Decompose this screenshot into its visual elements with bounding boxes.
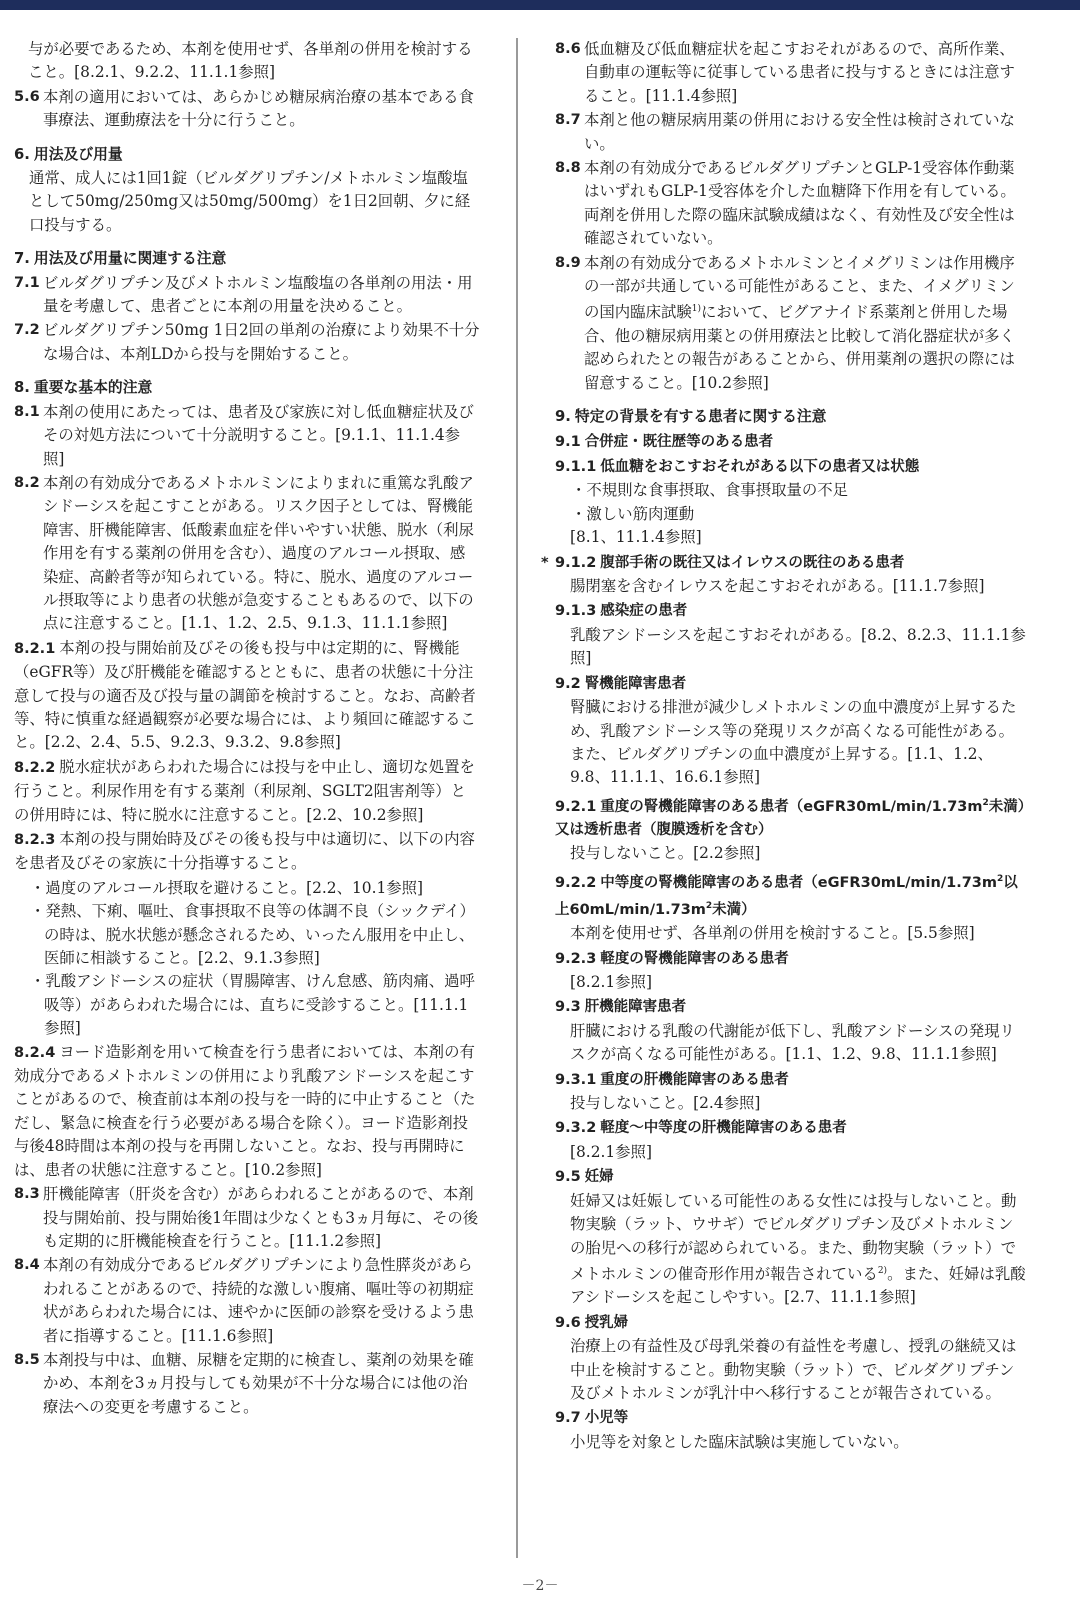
list-item: ・過度のアルコール摂取を避けること。[2.2、10.1参照] (30, 878, 424, 897)
sub-9-3-2: 9.3.2 軽度～中等度の肝機能障害のある患者 (555, 1120, 847, 1137)
list-item: ・発熱、下痢、嘔吐、食事摂取不良等の体調不良（シックデイ）の時は、脱水状態が懸念されるため、いったん服用を中止し、医師に相談すること。[2.2、9.1.3参照] (30, 902, 475, 968)
left-column (14, 38, 480, 1420)
continued-text: 与が必要であるため、本剤を使用せず、各単剤の併用を検討すること。[8.2.1、9.2.2、11.1.1参照] (28, 40, 473, 82)
section-6-heading: 6. 用法及び用量 (14, 145, 123, 163)
section-9-heading: 9. 特定の背景を有する患者に関する注意 (555, 408, 827, 426)
body-9-6: 治療上の有益性及び母乳栄養の有益性を考慮し、授乳の継続又は中止を検討すること。動物実験（ラット）で、ビルダグリプチン及びメトホルミンが乳汁中へ移行することが報告されている。 (570, 1337, 1017, 1403)
item-8-2-4: 8.2.4 ヨード造影剤を用いて検査を行う患者においては、本剤の有効成分であるメトホルミンの併用により乳酸アシドーシスを起こすことがあるので、検査前は本剤の投与を一時的に中止すること（ただし、緊急に検査を行う必要がある場合を除く）。ヨード造影剤投与後48時間は本剤の投与を再開しないこと。なお、投与再開時には、患者の状態に注意すること。[10.2参照] (14, 1042, 476, 1179)
body-9-3-2: [8.2.1参照] (570, 1142, 652, 1161)
item-7-2: 7.2 ビルダグリプチン50mg 1日2回の単剤の治療により効果不十分な場合は、本剤LDから投与を開始すること。 (14, 321, 480, 363)
body-9-7: 小児等を対象とした臨床試験は実施していない。 (570, 1432, 909, 1451)
right-column (541, 38, 1027, 1454)
list-item: ・不規則な食事摂取、食事摂取量の不足 (571, 481, 849, 500)
body-9-2-3: [8.2.1参照] (570, 973, 652, 992)
item-5-6: 5.6 本剤の適用においては、あらかじめ糖尿病治療の基本である食事療法、運動療法を十分に行うこと。 (14, 87, 474, 130)
list-item: ・乳酸アシドーシスの症状（胃腸障害、けん怠感、筋肉痛、過呼吸等）があらわれた場合には、直ちに受診すること。[11.1.1参照] (30, 972, 475, 1038)
item-8-2-3: 8.2.3 本剤の投与開始時及びその後も投与中は適切に、以下の内容を患者及びその家族に十分指導すること。 (14, 830, 475, 873)
sub-9-2-3: 9.2.3 軽度の腎機能障害のある患者 (555, 950, 789, 967)
item-8-2: 8.2 本剤の有効成分であるメトホルミンによりまれに重篤な乳酸アシドーシスを起こすことがある。リスク因子としては、腎機能障害、肝機能障害、低酸素血症を伴いやすい状態、脱水（利尿作用を有する薬剤の併用を含む）、過度のアルコール摂取、感染症、高齢者等が知られている。特に、脱水、過度のアルコール摂取等により患者の状態が急変することもあるので、以下の点に注意すること。[1.1、1.2、2.5、9.1.3、11.1.1参照] (14, 473, 474, 633)
sub-9-5: 9.5 妊婦 (555, 1169, 614, 1186)
body-9-3: 肝臓における乳酸の代謝能が低下し、乳酸アシドーシスの発現リスクが高くなる可能性がある。[1.1、1.2、9.8、11.1.1参照] (570, 1021, 1015, 1064)
column-divider (516, 38, 518, 1558)
item-8-3: 8.3 肝機能障害（肝炎を含む）があらわれることがあるので、本剤投与開始前、投与開始後1年間は少なくとも3ヵ月毎に、その後も定期的に肝機能検査を行うこと。[11.1.2参照] (14, 1185, 479, 1250)
revision-mark: * (541, 554, 549, 571)
section-7-heading: 7. 用法及び用量に関連する注意 (14, 250, 227, 268)
list-item: ・激しい筋肉運動 (571, 504, 695, 523)
body-9-2: 腎臓における排泄が減少しメトホルミンの血中濃度が上昇するため、乳酸アシドーシス等の発現リスクが高くなる可能性がある。また、ビルダグリプチンの血中濃度が上昇する。[1.1、1.2、9.8、11.1.1、16.6.1参照] (570, 698, 1017, 787)
sub-9-2: 9.2 腎機能障害患者 (555, 675, 687, 692)
item-8-7: 8.7 本剤と他の糖尿病用薬の併用における安全性は検討されていない。 (555, 111, 1015, 153)
sub-9-6: 9.6 授乳婦 (555, 1314, 629, 1331)
body-9-1-2: 腸閉塞を含むイレウスを起こすおそれがある。[11.1.7参照] (570, 577, 985, 596)
sub-9-1-2: * 9.1.2 腹部手術の既往又はイレウスの既往のある患者 (555, 552, 1027, 575)
body-9-1-3: 乳酸アシドーシスを起こすおそれがある。[8.2、8.2.3、11.1.1参照] (570, 625, 1026, 668)
body-9-2-2: 本剤を使用せず、各単剤の併用を検討すること。[5.5参照] (570, 924, 975, 943)
sub-9-1-3: 9.1.3 感染症の患者 (555, 603, 688, 620)
body-9-5: 妊婦又は妊娠している可能性のある女性には投与しないこと。動物実験（ラット、ウサギ）でビルダグリプチン及びメトホルミンの胎児への移行が認められている。また、動物実験（ラット）でメトホルミンの催奇形作用が報告されている$^{2)}$。また、妊婦は乳酸アシドーシスを起こしやすい。[2.7、11.1.1参照] (570, 1191, 1026, 1307)
sub-9-2-1: 9.2.1 重度の腎機能障害のある患者（$eGFR30mL/\min/1.73m^2$未満）又は透析患者（腹膜透析を含む） (555, 797, 1026, 838)
footnote-ref: 2) (877, 1265, 888, 1276)
sub-9-3-1: 9.3.1 重度の肝機能障害のある患者 (555, 1071, 789, 1088)
item-8-6: 8.6 低血糖及び低血糖症状を起こすおそれがあるので、高所作業、自動車の運転等に従事している患者に投与するときには注意すること。[11.1.4参照] (555, 40, 1015, 105)
sub-9-2-2: 9.2.2 中等度の腎機能障害のある患者（$eGFR30mL/\min/1.73m^2$以上$60mL/\min/1.73m^2$未満） (555, 873, 1018, 918)
ref-9-1-1: [8.1、11.1.4参照] (570, 528, 702, 547)
item-8-8: 8.8 本剤の有効成分であるビルダグリプチンとGLP-1受容体作動薬はいずれもGLP-1受容体を介した血糖降下作用を有している。両剤を併用した際の臨床試験成績はなく、有効性及び安全性は確認されていない。 (555, 159, 1016, 248)
item-7-1: 7.1 ビルダグリプチン及びメトホルミン塩酸塩の各単剤の用法・用量を考慮して、患者ごとに本剤の用量を決めること。 (14, 273, 473, 316)
body-9-3-1: 投与しないこと。[2.4参照] (570, 1094, 761, 1113)
body-9-2-1: 投与しないこと。[2.2参照] (570, 844, 761, 863)
footnote-ref: 1) (691, 304, 701, 315)
item-8-2-2: 8.2.2 脱水症状があらわれた場合には投与を中止し、適切な処置を行うこと。利尿作用を有する薬剤（利尿剤、SGLT2阻害剤等）との併用時には、特に脱水に注意すること。[2.2、10.2参照] (14, 757, 475, 824)
sub-9-1-1: 9.1.1 低血糖をおこすおそれがある以下の患者又は状態 (555, 459, 920, 476)
top-header-bar (0, 0, 1080, 10)
page-number: －2－ (521, 1578, 559, 1594)
section-6-body: 通常、成人には1回1錠（ビルダグリプチン/メトホルミン塩酸塩として50mg/250mg又は50mg/500mg）を1日2回朝、夕に経口投与する。 (29, 169, 471, 234)
item-8-2-1: 8.2.1 本剤の投与開始前及びその後も投与中は定期的に、腎機能（eGFR等）及び肝機能を確認するとともに、患者の状態に十分注意して投与の適否及び投与量の調節を検討すること。なお、高齢者等、特に慎重な経過観察が必要な場合には、より頻回に確認すること。[2.2、2.4、5.5、9.2.3、9.3.2、9.8参照] (14, 638, 476, 752)
sub-9-7: 9.7 小児等 (555, 1410, 629, 1427)
section-8-heading: 8. 重要な基本的注意 (14, 379, 153, 397)
item-8-5: 8.5 本剤投与中は、血糖、尿糖を定期的に検査し、薬剤の効果を確かめ、本剤を3ヵ月投与しても効果が不十分な場合には他の治療法への変更を考慮すること。 (14, 1350, 474, 1416)
sub-9-1: 9.1 合併症・既往歴等のある患者 (555, 433, 774, 450)
item-8-1: 8.1 本剤の使用にあたっては、患者及び家族に対し低血糖症状及びその対処方法について十分説明すること。[9.1.1、11.1.4参照] (14, 402, 474, 468)
sub-9-3: 9.3 肝機能障害患者 (555, 999, 687, 1016)
item-8-4: 8.4 本剤の有効成分であるビルダグリプチンにより急性膵炎があらわれることがあるので、持続的な激しい腹痛、嘔吐等の初期症状があらわれた場合には、速やかに医師の診察を受けるよう患者に指導すること。[11.1.6参照] (14, 1256, 474, 1345)
item-8-9: 8.9 本剤の有効成分であるメトホルミンとイメグリミンは作用機序の一部が共通している可能性があること、また、イメグリミンの国内臨床試験$^{1)}$において、ビグアナイド系薬剤と併用した場合、他の糖尿病用薬との併用療法と比較して消化器症状が多く認められたとの報告があることから、併用薬剤の選択の際には留意すること。[10.2参照] (555, 253, 1015, 392)
